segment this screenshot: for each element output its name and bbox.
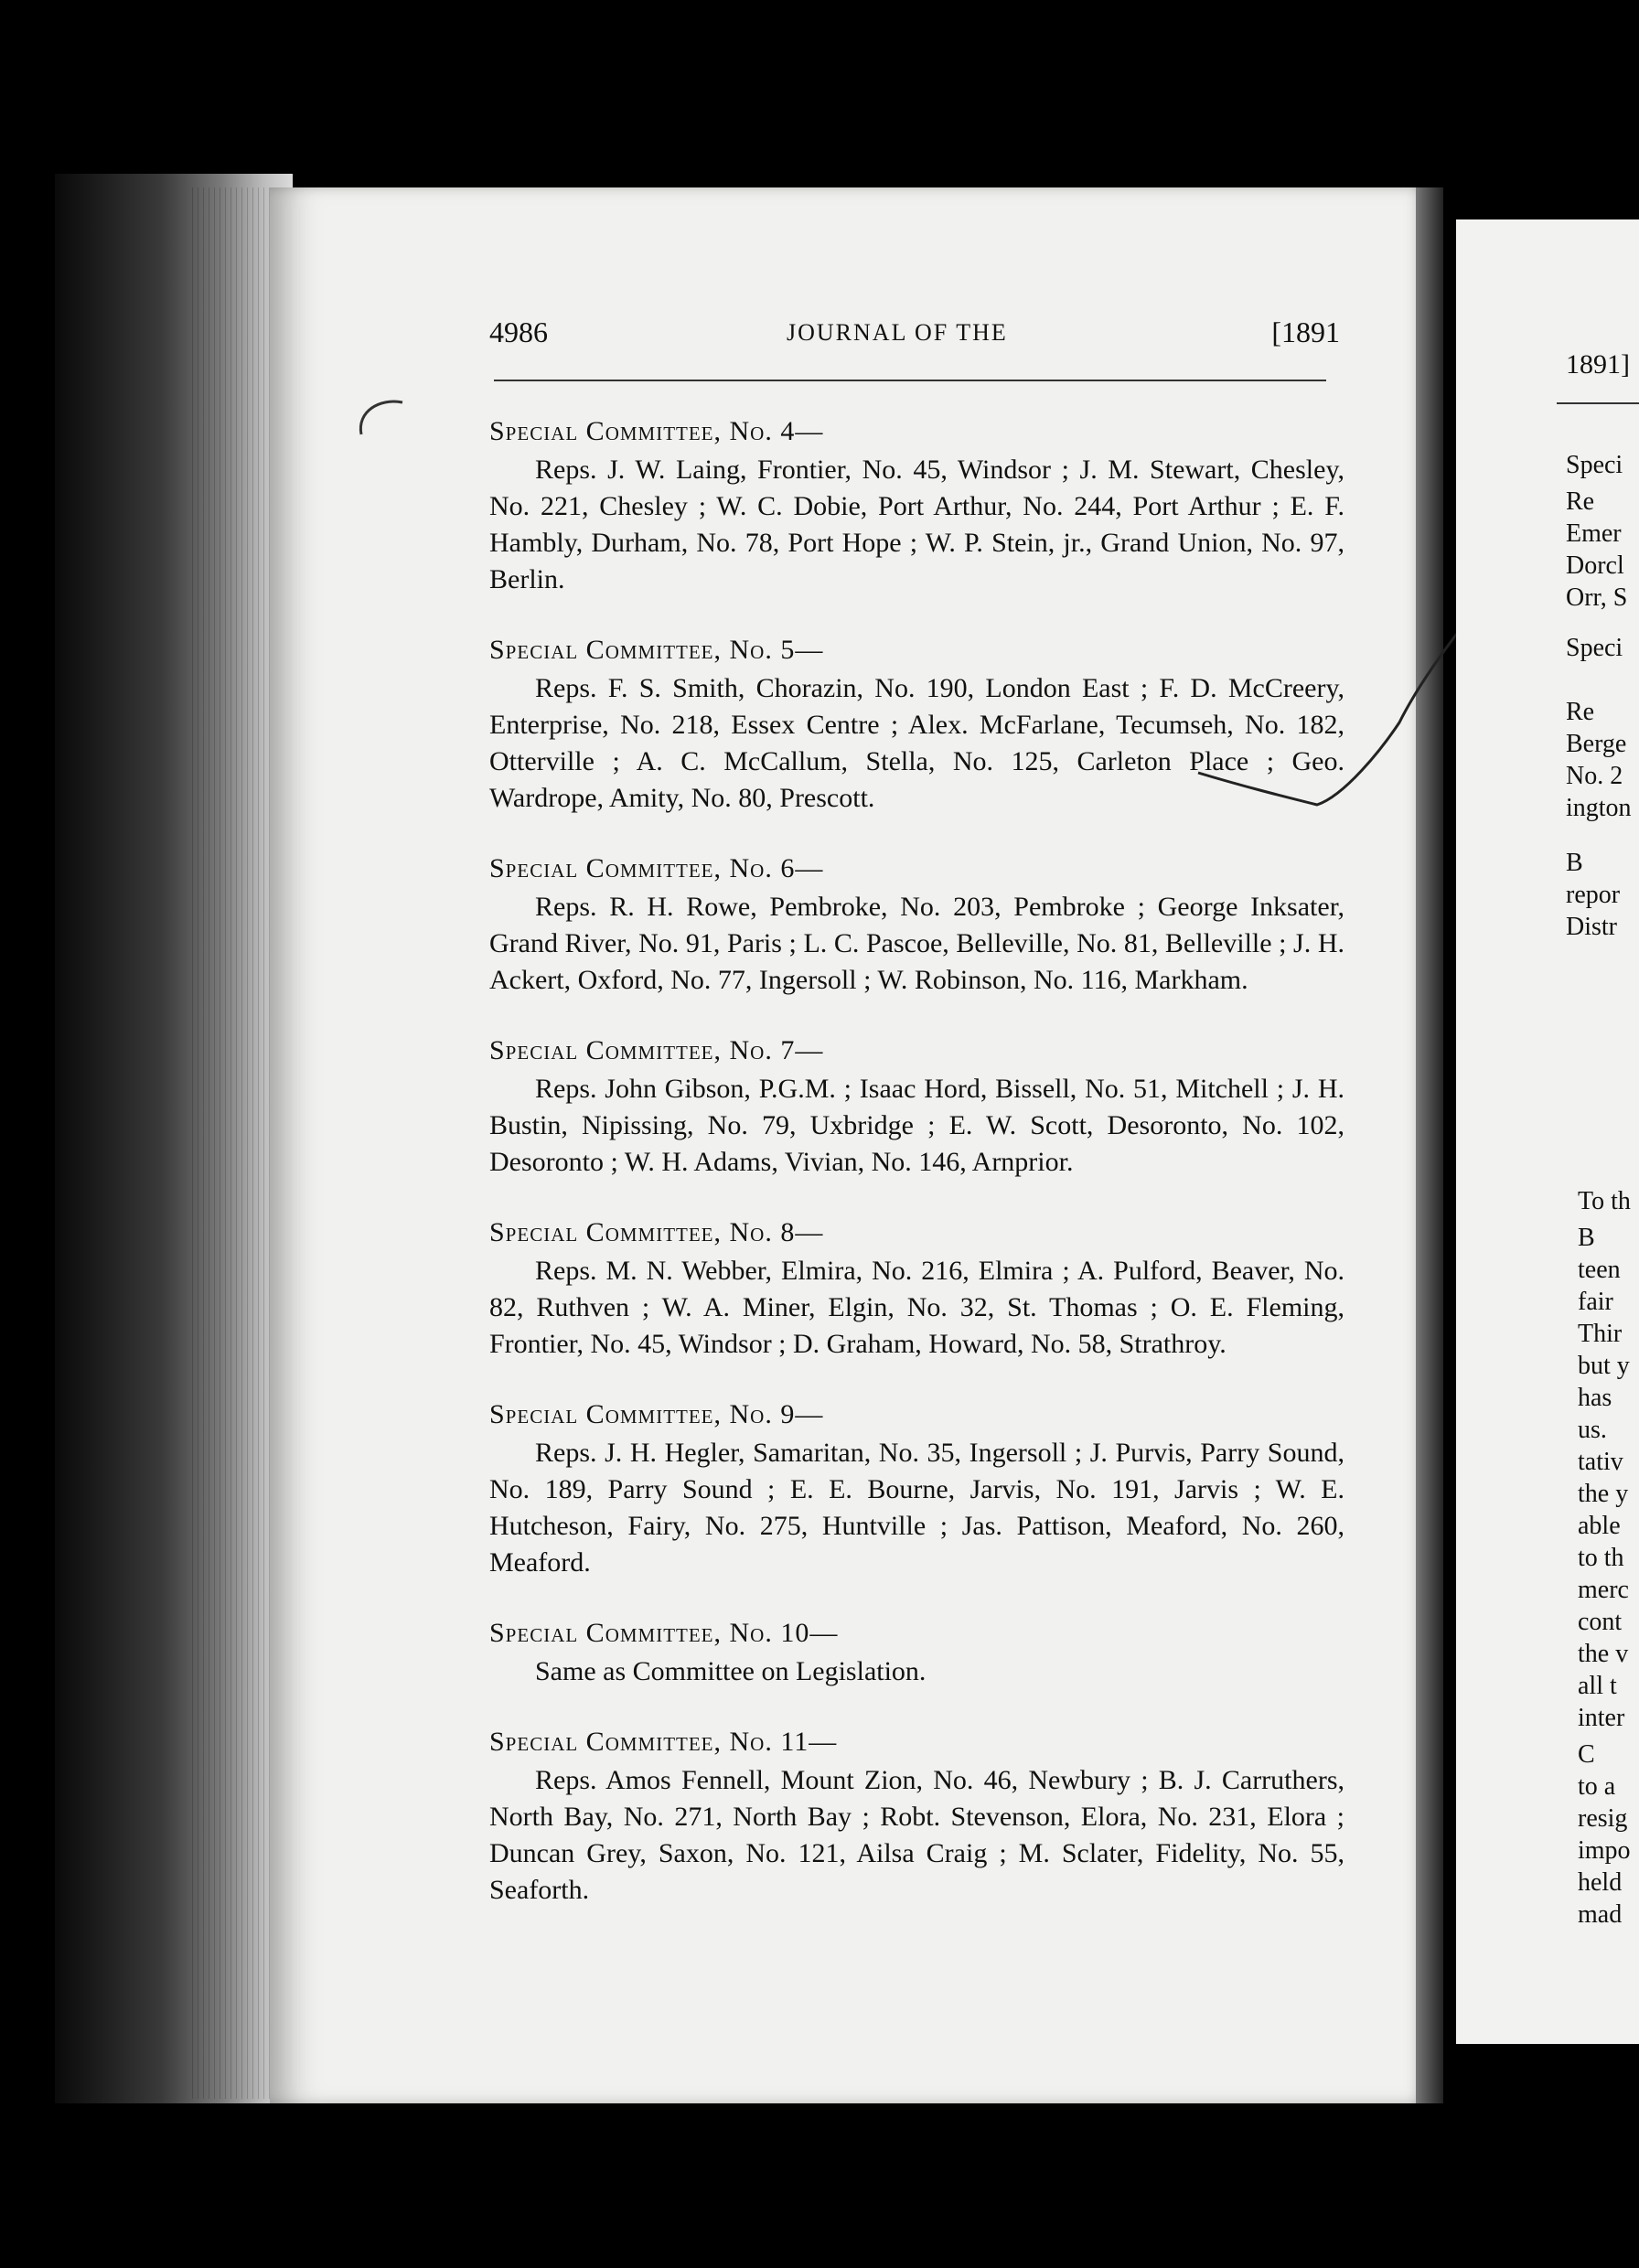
committee-section (489, 1213, 1344, 1363)
facing-fragment: Distr (1566, 913, 1617, 941)
facing-year: 1891] (1566, 349, 1630, 380)
section-text: Reps. Amos Fennell, Mount Zion, No. 46, Newbury ; B. J. Carruthers, North Bay, No. 271, North Bay ; Robt. Stevenson, Elora, No. 231, Elora ; Duncan Grey, Saxon, No. 121, Ailsa Craig ; M. Sclater, Fidelity, No. 55, Seaforth. (489, 1765, 1344, 1905)
facing-fragment: mad (1578, 1900, 1623, 1929)
section-heading: Special Committee, No. 11— (489, 1727, 838, 1757)
facing-fragment: Orr, S (1566, 583, 1628, 612)
header-rule (494, 380, 1326, 381)
section-text: Reps. John Gibson, P.G.M. ; Isaac Hord, Bissell, No. 51, Mitchell ; J. H. Bustin, Nipissing, No. 79, Uxbridge ; E. W. Scott, Desoronto, No. 102, Desoronto ; W. H. Adams, Vivian, No. 146, Arnprior. (489, 1074, 1344, 1177)
section-heading: Special Committee, No. 7— (489, 1035, 824, 1065)
section-text: Same as Committee on Legislation. (535, 1656, 927, 1686)
facing-fragment: fair (1578, 1288, 1613, 1316)
facing-page (1456, 219, 1639, 2044)
section-text: Reps. J. H. Hegler, Samaritan, No. 35, Ingersoll ; J. Purvis, Parry Sound, No. 189, Parry Sound ; E. E. Bourne, Jarvis, No. 191, Jarvis ; W. E. Hutcheson, Fairy, No. 275, Huntville ; Jas. Pattison, Meaford, No. 260, Meaford. (489, 1438, 1344, 1578)
section-heading: Special Committee, No. 4— (489, 416, 824, 446)
facing-fragment: to a (1578, 1772, 1616, 1801)
facing-fragment: resig (1578, 1804, 1628, 1833)
section-heading: Special Committee, No. 9— (489, 1399, 824, 1429)
margin-bracket-mark (338, 393, 448, 448)
facing-fragment: but y (1578, 1352, 1630, 1380)
committee-section (489, 849, 1344, 999)
facing-fragment: Emer (1566, 519, 1622, 548)
facing-fragment: us. (1578, 1416, 1607, 1444)
pen-stroke-mark (1189, 613, 1463, 832)
facing-fragment: merc (1578, 1576, 1629, 1604)
facing-fragment: has (1578, 1384, 1612, 1412)
facing-fragment: ington (1566, 794, 1632, 822)
facing-rule (1557, 402, 1639, 404)
section-heading: Special Committee, No. 8— (489, 1217, 824, 1247)
facing-fragment: tativ (1578, 1448, 1623, 1476)
committee-section (489, 1722, 1344, 1909)
facing-fragment: teen (1578, 1256, 1621, 1284)
section-text: Reps. M. N. Webber, Elmira, No. 216, Elmira ; A. Pulford, Beaver, No. 82, Ruthven ; W. A. Miner, Elgin, No. 32, St. Thomas ; O. E. Fleming, Frontier, No. 45, Windsor ; D. Graham, Howard, No. 58, Strathroy. (489, 1256, 1344, 1359)
facing-fragment: cont (1578, 1608, 1623, 1636)
facing-fragment: able (1578, 1512, 1621, 1540)
section-heading: Special Committee, No. 5— (489, 635, 824, 665)
running-head (489, 316, 1340, 361)
section-heading: Special Committee, No. 10— (489, 1618, 839, 1648)
facing-fragment: To th (1578, 1187, 1631, 1215)
committee-section (489, 1395, 1344, 1581)
committee-section (489, 1613, 1344, 1690)
year-label: [1891 (1271, 316, 1340, 348)
section-text: Reps. F. S. Smith, Chorazin, No. 190, London East ; F. D. McCreery, Enterprise, No. 218, Essex Centre ; Alex. McFarlane, Tecumseh, No. 182, Otterville ; A. C. McCallum, Stella, No. 125, Carleton Place ; Geo. Wardrope, Amity, No. 80, Prescott. (489, 673, 1344, 813)
facing-fragment: inter (1578, 1704, 1625, 1732)
section-text: Reps. R. H. Rowe, Pembroke, No. 203, Pembroke ; George Inksater, Grand River, No. 91, Paris ; L. C. Pascoe, Belleville, No. 81, Belleville ; J. H. Ackert, Oxford, No. 77, Ingersoll ; W. Robinson, No. 116, Markham. (489, 892, 1344, 995)
facing-fragment: Speci (1566, 451, 1623, 479)
facing-fragment: C (1578, 1740, 1595, 1769)
facing-fragment: the y (1578, 1480, 1629, 1508)
facing-fragment: to th (1578, 1544, 1624, 1572)
facing-fragment: B (1566, 849, 1583, 877)
section-heading: Special Committee, No. 6— (489, 853, 824, 883)
facing-fragment: the v (1578, 1640, 1629, 1668)
facing-fragment: repor (1566, 881, 1621, 909)
committee-section (489, 1031, 1344, 1181)
facing-fragment: all t (1578, 1672, 1617, 1700)
facing-fragment: B (1578, 1224, 1595, 1252)
facing-fragment: Thir (1578, 1320, 1623, 1348)
facing-fragment: Dorcl (1566, 551, 1624, 580)
facing-fragment: held (1578, 1868, 1623, 1897)
facing-fragment: Re (1566, 698, 1595, 726)
facing-fragment: Re (1566, 487, 1595, 516)
facing-fragment: Speci (1566, 634, 1623, 662)
facing-fragment: impo (1578, 1836, 1631, 1865)
committee-section (489, 412, 1344, 598)
page-number: 4986 (489, 316, 548, 348)
section-text: Reps. J. W. Laing, Frontier, No. 45, Windsor ; J. M. Stewart, Chesley, No. 221, Chesley ; W. C. Dobie, Port Arthur, No. 244, Port Arthur ; E. F. Hambly, Durham, No. 78, Port Hope ; W. P. Stein, jr., Grand Union, No. 97, Berlin. (489, 455, 1344, 594)
gutter-shadow (1416, 187, 1443, 2103)
facing-fragment: Berge (1566, 730, 1627, 758)
journal-title: JOURNAL OF THE (787, 319, 1008, 346)
facing-fragment: No. 2 (1566, 762, 1623, 790)
